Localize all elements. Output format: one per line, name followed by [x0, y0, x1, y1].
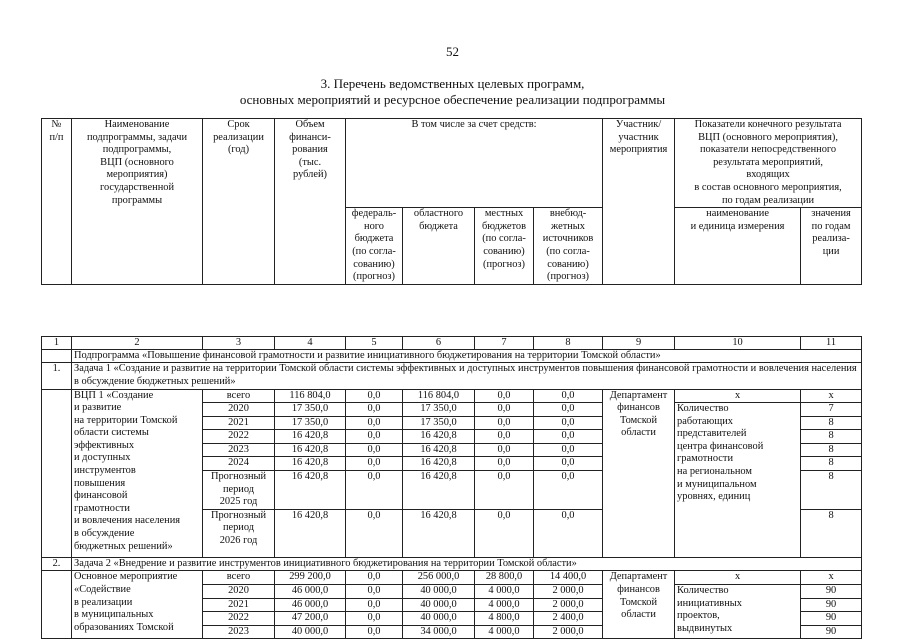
- header-local: местных бюджетов (по согла- сованию) (прогноз): [475, 208, 534, 285]
- task1-local: 0,0: [475, 430, 534, 444]
- task1-extra: 0,0: [534, 416, 603, 430]
- task2-regional: 40 000,0: [403, 585, 475, 599]
- column-number: 3: [203, 336, 275, 349]
- column-number: 9: [603, 336, 675, 349]
- task2-volume: 40 000,0: [275, 625, 346, 639]
- task1-volume: 16 420,8: [275, 430, 346, 444]
- task2-federal: 0,0: [346, 625, 403, 639]
- column-numbers-row: [42, 336, 862, 349]
- task1-ind-value: 8: [801, 471, 862, 510]
- subprogram-num-cell: [42, 349, 72, 363]
- document-heading: [0, 76, 905, 108]
- header-ind-name: наименование и единица измерения: [675, 208, 801, 285]
- subprogram-title: Подпрограмма «Повышение финансовой грамотности и развитие инициативного бюджетирования на территории Томской области»: [72, 349, 862, 363]
- task2-term: 2023: [203, 625, 275, 639]
- column-number: 11: [801, 336, 862, 349]
- column-number: 8: [534, 336, 603, 349]
- task1-regional: 16 420,8: [403, 430, 475, 444]
- task2-term: 2022: [203, 612, 275, 626]
- task1-ind-value: 8: [801, 430, 862, 444]
- task1-term: 2023: [203, 443, 275, 457]
- task2-extra: 2 400,0: [534, 612, 603, 626]
- task1-ind-value: 8: [801, 443, 862, 457]
- task2-participant: Департамент финансов Томской области: [603, 571, 675, 639]
- task2-federal: 0,0: [346, 571, 403, 585]
- task1-extra: 0,0: [534, 457, 603, 471]
- column-number: 4: [275, 336, 346, 349]
- task1-extra: 0,0: [534, 430, 603, 444]
- task1-extra: 0,0: [534, 389, 603, 403]
- task1-empty-num: [42, 389, 72, 557]
- task2-term: всего: [203, 571, 275, 585]
- task2-ind-value: 90: [801, 598, 862, 612]
- task1-extra: 0,0: [534, 509, 603, 557]
- task1-local: 0,0: [475, 416, 534, 430]
- task1-ind-value: 8: [801, 416, 862, 430]
- column-number: 5: [346, 336, 403, 349]
- task1-extra: 0,0: [534, 403, 603, 417]
- task1-federal: 0,0: [346, 457, 403, 471]
- task1-federal: 0,0: [346, 416, 403, 430]
- task1-local: 0,0: [475, 443, 534, 457]
- header-federal: федераль- ного бюджета (по согла- сованию) (прогноз): [346, 208, 403, 285]
- header-term: Срок реализации (год): [203, 119, 275, 285]
- task1-ind-value: 7: [801, 403, 862, 417]
- column-number: 10: [675, 336, 801, 349]
- task2-volume: 46 000,0: [275, 585, 346, 599]
- task1-extra: 0,0: [534, 443, 603, 457]
- task1-federal: 0,0: [346, 403, 403, 417]
- task2-local: 4 800,0: [475, 612, 534, 626]
- heading-line-2: основных мероприятий и ресурсное обеспечение реализации подпрограммы: [239, 92, 666, 107]
- task2-federal: 0,0: [346, 612, 403, 626]
- task2-empty-num: [42, 571, 72, 639]
- task1-regional: 16 420,8: [403, 457, 475, 471]
- task2-local: 28 800,0: [475, 571, 534, 585]
- task2-local: 4 000,0: [475, 625, 534, 639]
- task2-extra: 14 400,0: [534, 571, 603, 585]
- task2-extra: 2 000,0: [534, 585, 603, 599]
- task1-volume: 116 804,0: [275, 389, 346, 403]
- task1-federal: 0,0: [346, 509, 403, 557]
- task1-title: Задача 1 «Создание и развитие на территории Томской области системы эффективных и доступных инструментов повышения финансовой грамотности и вовлечения населения в обсуждение бюджетных решений»: [72, 363, 862, 389]
- task1-regional: 16 420,8: [403, 471, 475, 510]
- header-regional: областного бюджета: [403, 208, 475, 285]
- task1-regional: 16 420,8: [403, 443, 475, 457]
- task1-indicator-x: x: [675, 389, 801, 403]
- task1-federal: 0,0: [346, 443, 403, 457]
- task1-local: 0,0: [475, 471, 534, 510]
- task1-regional: 16 420,8: [403, 509, 475, 557]
- task1-ind-value: 8: [801, 509, 862, 557]
- task1-term: Прогнозный период 2026 год: [203, 509, 275, 557]
- task1-volume: 16 420,8: [275, 509, 346, 557]
- task1-term: 2020: [203, 403, 275, 417]
- task2-title: Задача 2 «Внедрение и развитие инструментов инициативного бюджетирования на территории Томской области»: [72, 557, 862, 571]
- header-num: № п/п: [42, 119, 72, 285]
- task2-term: 2021: [203, 598, 275, 612]
- task2-term: 2020: [203, 585, 275, 599]
- task1-regional: 17 350,0: [403, 416, 475, 430]
- header-participant: Участник/ участник мероприятия: [603, 119, 675, 285]
- task1-local: 0,0: [475, 509, 534, 557]
- task2-ind-value: 90: [801, 612, 862, 626]
- column-number: 2: [72, 336, 203, 349]
- task1-regional: 116 804,0: [403, 389, 475, 403]
- task1-term: всего: [203, 389, 275, 403]
- heading-line-1: 3. Перечень ведомственных целевых программ,: [320, 76, 585, 91]
- header-sources-group: В том числе за счет средств:: [346, 119, 603, 208]
- task1-term: Прогнозный период 2025 год: [203, 471, 275, 510]
- task1-local: 0,0: [475, 457, 534, 471]
- task2-local: 4 000,0: [475, 585, 534, 599]
- task1-num: 1.: [42, 363, 72, 389]
- task1-term: 2024: [203, 457, 275, 471]
- task1-term: 2022: [203, 430, 275, 444]
- task1-volume: 17 350,0: [275, 403, 346, 417]
- task1-ind-value: 8: [801, 457, 862, 471]
- task2-extra: 2 000,0: [534, 625, 603, 639]
- header-name: Наименование подпрограммы, задачи подпрограммы, ВЦП (основного мероприятия) государственной программы: [72, 119, 203, 285]
- page-number: 52: [446, 44, 459, 59]
- task1-volume: 17 350,0: [275, 416, 346, 430]
- task2-ind-value: x: [801, 571, 862, 585]
- task2-item-name: Основное мероприятие «Содействие в реализации в муниципальных образованиях Томской: [72, 571, 203, 639]
- header-volume: Объем финанси- рования (тыс. рублей): [275, 119, 346, 285]
- task1-volume: 16 420,8: [275, 471, 346, 510]
- task1-federal: 0,0: [346, 389, 403, 403]
- task2-federal: 0,0: [346, 585, 403, 599]
- task2-regional: 40 000,0: [403, 598, 475, 612]
- task1-volume: 16 420,8: [275, 443, 346, 457]
- task1-item-name: ВЦП 1 «Создание и развитие на территории Томской области системы эффективных и доступных инструментов повышения финансовой грамотности и вовлечения населения в обсуждение бюджетных решений»: [72, 389, 203, 557]
- task2-num: 2.: [42, 557, 72, 571]
- task2-extra: 2 000,0: [534, 598, 603, 612]
- task1-ind-value: x: [801, 389, 862, 403]
- task2-regional: 40 000,0: [403, 612, 475, 626]
- task1-indicator-name: Количество работающих представителей центра финансовой грамотности на региональном и муниципальном уровнях, единиц: [675, 403, 801, 558]
- task2-indicator-x: x: [675, 571, 801, 585]
- task1-local: 0,0: [475, 403, 534, 417]
- task2-ind-value: 90: [801, 625, 862, 639]
- task1-volume: 16 420,8: [275, 457, 346, 471]
- task1-local: 0,0: [475, 389, 534, 403]
- task1-participant: Департамент финансов Томской области: [603, 389, 675, 557]
- task2-volume: 46 000,0: [275, 598, 346, 612]
- task2-volume: 47 200,0: [275, 612, 346, 626]
- header-extra: внебюд- жетных источников (по согла- сованию) (прогноз): [534, 208, 603, 285]
- task2-regional: 34 000,0: [403, 625, 475, 639]
- task1-term: 2021: [203, 416, 275, 430]
- header-ind-values: значения по годам реализа- ции: [801, 208, 862, 285]
- column-number: 7: [475, 336, 534, 349]
- task2-indicator-name: Количество инициативных проектов, выдвинутых: [675, 585, 801, 639]
- task2-volume: 299 200,0: [275, 571, 346, 585]
- task1-extra: 0,0: [534, 471, 603, 510]
- task1-regional: 17 350,0: [403, 403, 475, 417]
- task2-local: 4 000,0: [475, 598, 534, 612]
- task1-federal: 0,0: [346, 471, 403, 510]
- column-number: 6: [403, 336, 475, 349]
- header-indicators-group: Показатели конечного результата ВЦП (основного мероприятия), показатели непосредственного результата мероприятий, входящих в состав основного мероприятия, по годам реализации: [675, 119, 862, 208]
- column-number: 1: [42, 336, 72, 349]
- task1-federal: 0,0: [346, 430, 403, 444]
- task2-federal: 0,0: [346, 598, 403, 612]
- task2-ind-value: 90: [801, 585, 862, 599]
- task2-regional: 256 000,0: [403, 571, 475, 585]
- program-table: [41, 118, 862, 639]
